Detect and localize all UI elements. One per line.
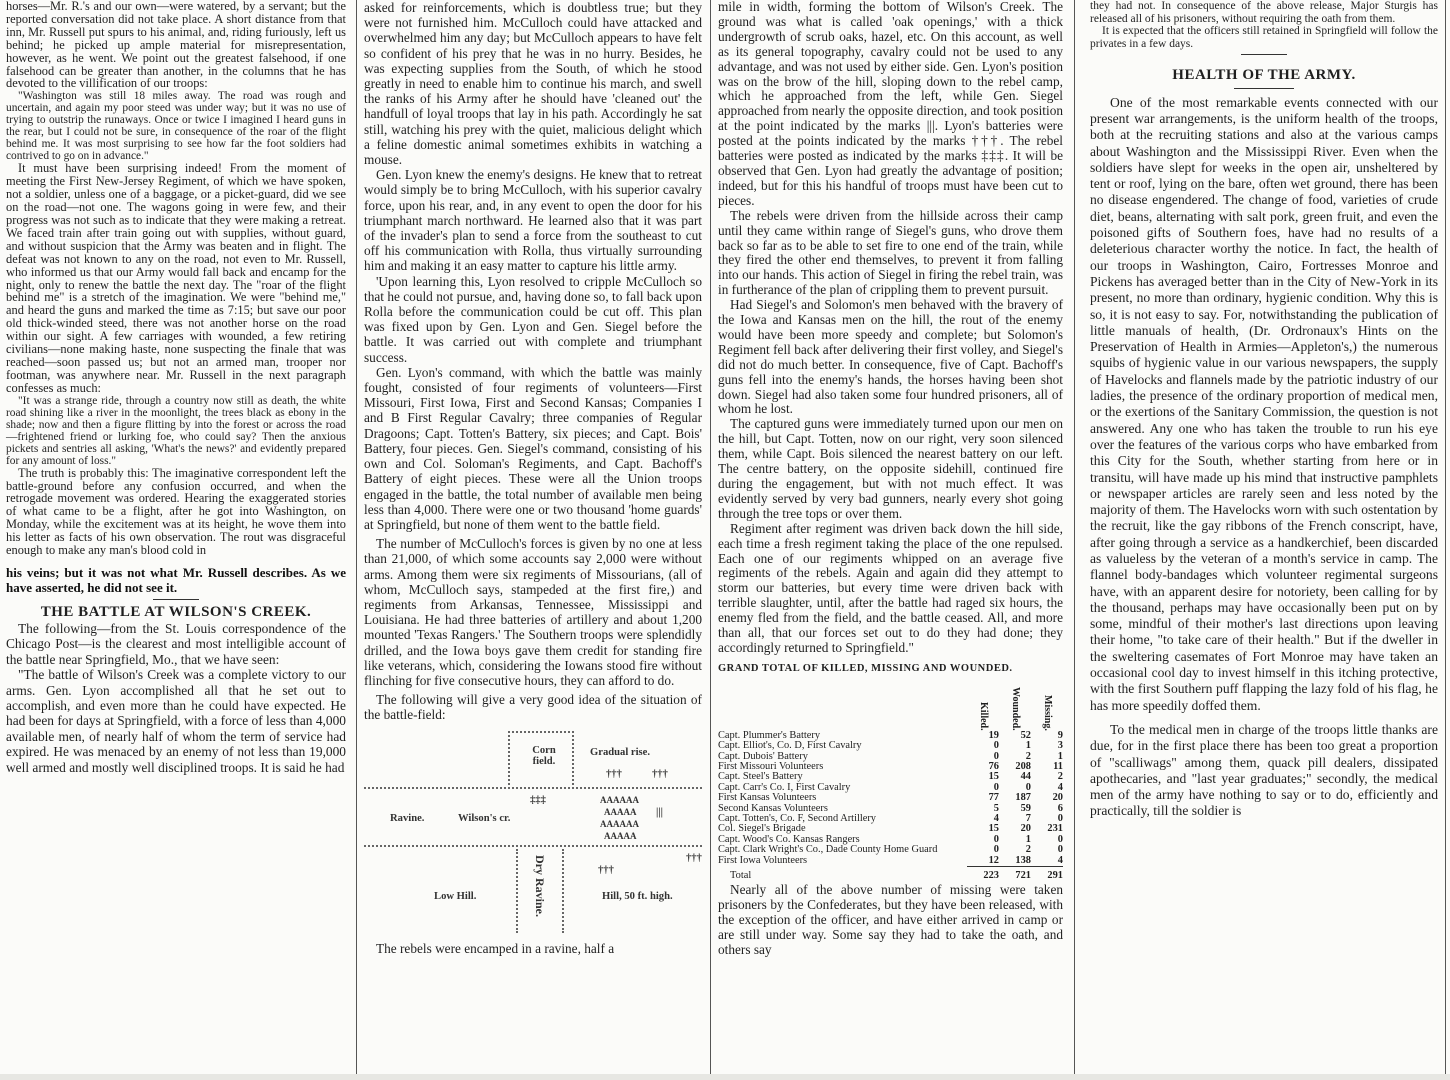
wounded-value: 59 <box>1020 802 1031 814</box>
unit-name: Capt. Wood's Co. Kansas Rangers <box>718 834 860 845</box>
missing-value: 3 <box>1057 740 1063 752</box>
unit-name: Capt. Clark Wright's Co., Dade County Home Guard <box>718 845 938 856</box>
article-paragraph: The following will give a very good idea of the situation of the battle-field: <box>364 692 702 723</box>
battlefield-diagram <box>364 731 702 935</box>
section-divider <box>1234 88 1294 89</box>
unit-name: Second Kansas Volunteers <box>718 803 828 814</box>
killed-value: 0 <box>993 750 999 762</box>
article-paragraph: It is expected that the officers still retained in Springfield will follow the privates in a few days. <box>1090 25 1438 50</box>
table-row <box>718 804 1063 814</box>
missing-value: 0 <box>1057 844 1063 856</box>
diagram-dotted-line <box>516 849 518 933</box>
unit-name: Capt. Plummer's Battery <box>718 730 821 741</box>
article-paragraph: asked for reinforcements, which is doubtless true; but they were not furnished him. McCulloch could have attacked and overwhelmed him any day; but McCulloch appears to have felt so confident of his prey that he was in no hurry. Besides, he was expecting supplies from the South, of which he stood greatly in need to enable him to continue his march, and swell the ranks of his Army after he should have 'cleaned out' the handfull of loyal troops that lay in his path. Accordingly he sat still, watching his prey with the quiet, malicious delight which a feline domestic animal sometimes exhibits in watching a mouse. <box>364 0 702 168</box>
wounded-value: 1 <box>1025 833 1031 845</box>
killed-value: 12 <box>988 854 999 866</box>
article-paragraph: horses—Mr. R.'s and our own—were watered, by a servant; but the reported conversation did not take place. A short distance from that inn, Mr. Russell put spurs to his animal, and, riding furiously, left us behind; he picked up ample material for misrepresentation, however, as he went. We point out the greatest falsehood, if one falsehood can be greater than another, in the columns that he has devoted to the villification of our troops: <box>6 0 346 91</box>
diagram-dotted-line <box>508 731 574 733</box>
diagram-dotted-line <box>562 849 564 933</box>
article-paragraph: It must have been surprising indeed! From the moment of meeting the First New-Jersey Regiment, of which we have spoken, not a soldier, unless one of a baggage, or a picket-guard, did we see on the road—not one. The wagons going in were few, and their progress was not such as to indicate that they were making a retreat. We faced train after train going out with supplies, without guard, and without suspicion that the Army was beaten and in flight. The defeat was not known to any on the road, not even to Mr. Russell, who informed us that our Army would fall back and encamp for the night, only to renew the battle the next day. The "roar of the flight behind me" is a stretch of the imagination. We were "behind me," and heard the guns and marked the time as 7:15; but save our poor old thick-winded steed, there was not another horse on the road within our sight. A few carriages with wounded, a few retiring civilians—none making haste, none suspecting the finale that was reached—soon passed us; but not an armed man, trooper nor footman, was anywhere near. Mr. Russell in the next paragraph confesses as much: <box>6 161 346 395</box>
killed-value: 0 <box>993 844 999 856</box>
column-header-killed: Killed. <box>978 702 990 731</box>
article-paragraph: Regiment after regiment was driven back down the hill side, each time a fresh regiment taking the place of the one repulsed. Each one of our regiments whipped on an average five regiments of the rebels. Again and again did they attempt to storm our batteries, but every time were driven back with terrible slaughter, until, after the battle had raged six hours, the enemy fled from the field, and the battle ceased. All, and more than all, that our forces set out to do they had done; they accordingly returned to Springfield." <box>718 520 1063 655</box>
unit-name: Capt. Dubois' Battery <box>718 751 808 762</box>
diagram-dotted-line <box>364 787 702 789</box>
table-row <box>718 793 1063 803</box>
article-paragraph: The number of McCulloch's forces is given by no one at less than 21,000, of which some accounts say 2,000 were without arms. Among them were six regiments of Missourians, (all of whom, McCulloch says, stampeded at the first fire,) and regiments from Arkansas, Tennessee, Mississippi and Louisiana. He had three batteries of artillery and about 1,200 mounted 'Texas Rangers.' The Southern troops were splendidly drilled, and the Iowa boys gave them credit for standing fire like veterans, which, considering the Iowans stood fire without flinching for five consecutive hours, they can afford to do. <box>364 536 702 688</box>
article-paragraph: The following—from the St. Louis correspondence of the Chicago Post—is the clearest and most intelligible account of the battle near Springfield, Mo., that we have seen: <box>6 620 346 667</box>
table-row <box>718 752 1063 762</box>
table-row <box>718 824 1063 834</box>
wounded-value: 44 <box>1020 771 1031 783</box>
diagram-dotted-line <box>364 845 702 847</box>
column-2 <box>364 0 702 956</box>
killed-value: 0 <box>993 781 999 793</box>
missing-value: 11 <box>1053 761 1063 772</box>
total-wounded: 721 <box>999 867 1031 882</box>
casualty-table <box>718 677 1063 882</box>
table-row <box>718 814 1063 824</box>
article-paragraph: they had not. In consequence of the above release, Major Sturgis has released all of his prisoners, without requiring the oath from them. <box>1090 0 1438 25</box>
wounded-value: 7 <box>1025 813 1031 825</box>
killed-value: 15 <box>988 823 999 835</box>
article-paragraph: 'Upon learning this, Lyon resolved to cripple McCulloch so that he could not pursue, and, having done so, to fall back upon Rolla before the communication could be cut off. This plan was fixed upon by Gen. Lyon and Gen. Siegel before the battle. It was carried out with complete and triumphant success. <box>364 273 702 365</box>
diagram-mark-rebel-battery: ‡‡‡ <box>530 794 546 806</box>
killed-value: 5 <box>993 802 999 814</box>
missing-value: 9 <box>1057 729 1063 741</box>
table-row <box>718 845 1063 855</box>
wounded-value: 208 <box>1015 761 1031 772</box>
article-paragraph: mile in width, forming the bottom of Wilson's Creek. The ground was what is called 'oak openings,' with a thick undergrowth of scrub oaks, hazel, etc. On this account, as well as its general topography, cavalry could not be used to any advantage, and was not used by either side. Gen. Lyon's position was on the brow of the hill, sloping down to the rebel camp, which he approached from the left, while Gen. Siegel approached from nearly the opposite direction, and took position at the point indicated by the marks |||. Lyon's batteries were posted at the points indicated by the marks †††. The rebel batteries were posted as indicated by the marks ‡‡‡. It will be observed that Gen. Lyon had greatly the advantage of position; indeed, but for this his handful of troops must have been cut to pieces. <box>718 0 1063 208</box>
diagram-mark-siegel: ||| <box>656 806 663 818</box>
table-row <box>718 835 1063 845</box>
article-paragraph: To the medical men in charge of the troops little thanks are due, for in the first place there has been too great a proportion of "scalliwags" among them, quack pill dealers, dissipated apothecaries, and "last year graduates;" secondly, the medical men of the army have nothing to say or to do, efficiently and practically, till the soldier is <box>1090 721 1438 819</box>
diagram-label-wilsons-creek: Wilson's cr. <box>458 812 511 824</box>
article-paragraph: Gen. Lyon's command, with which the battle was mainly fought, consisted of four regiments of volunteers—First Missouri, First Iowa, First and Second Kansas; Companies I and B First Regular Cavalry; three companies of Regular Dragoons; Capt. Totten's Battery, six pieces; and Capt. Bois' Battery, four pieces. Gen. Siegel's command, consisting of his own and Col. Soloman's Regiments, and Capt. Bachoff's Battery of eight pieces. These were all the Union troops engaged in the battle, the total number of available men being less than 4,000. There were one or two thousand 'home guards' at Springfield, but none of them went to the battle field. <box>364 364 702 532</box>
total-label: Total <box>730 869 752 881</box>
article-paragraph: The captured guns were immediately turned upon our men on the hill, but Capt. Totten, now on our right, very soon silenced them, while Capt. Bois silenced the nearest battery on our left. The centre battery, on the opposite sidehill, continued fire during the engagement, but with not much effect. It was evidently served by very bad gunners, nearly every shot going through the tree tops or over them. <box>718 416 1063 521</box>
table-row <box>718 772 1063 782</box>
diagram-label-dry-ravine: Dry Ravine. <box>533 854 548 917</box>
column-3 <box>718 0 1063 958</box>
article-paragraph: Gen. Lyon knew the enemy's designs. He knew that to retreat would simply be to bring McCulloch, with his superior cavalry force, upon his rear, and, in any event to open the door for his triumphant march northward. He learned also that it was part of the invader's plan to send a force from the southeast to cut off his communication with Rolla, thus virtually surrounding him and making it an easy matter to capture his little army. <box>364 167 702 274</box>
killed-value: 19 <box>988 729 999 741</box>
unit-name: Capt. Totten's, Co. F, Second Artillery <box>718 814 876 825</box>
diagram-rebel-camp-row: AAAAAA <box>600 818 639 829</box>
column-rule-1 <box>356 0 357 1080</box>
column-rule-3 <box>1074 0 1075 1080</box>
missing-value: 20 <box>1052 792 1063 804</box>
diagram-label-low-hill: Low Hill. <box>434 890 477 902</box>
article-paragraph: The rebels were driven from the hillside across their camp until they came within range of Siegel's guns, who drove them back so far as to be able to set fire to one end of the train, while they fired the other end themselves, to prevent it from falling into our hands. This action of Siegel in firing the rebel train, was in furtherance of the plan of crippling them to prevent pursuit. <box>718 207 1063 298</box>
article-paragraph: "The battle of Wilson's Creek was a complete victory to our arms. Gen. Lyon accomplished all that he set out to accomplish, and even more than he could have expected. He had been for days at Springfield, with a force of less than 4,000 available men, of nearly half of whom the term of service had expired. He was menaced by an enemy of not less than 19,000 well armed and mostly well disciplined troops. It is said he had <box>6 667 346 775</box>
diagram-mark-lyon-battery: ††† <box>652 768 668 780</box>
section-divider <box>153 599 199 600</box>
article-paragraph: his veins; but it was not what Mr. Russell describes. As we have asserted, he did not see it. <box>6 565 346 595</box>
unit-name: Capt. Carr's Co. I, First Cavalry <box>718 782 851 793</box>
table-row <box>718 741 1063 751</box>
table-total-row <box>718 867 1063 882</box>
killed-value: 4 <box>993 813 999 825</box>
section-divider <box>1241 54 1287 55</box>
missing-value: 0 <box>1057 813 1063 825</box>
table-row <box>718 856 1063 867</box>
table-row <box>718 731 1063 741</box>
column-1 <box>6 0 346 775</box>
missing-value: 4 <box>1057 781 1063 793</box>
diagram-rebel-camp-row: AAAAA <box>604 806 637 817</box>
diagram-rebel-camp-row: AAAAAA <box>600 794 639 805</box>
diagram-label-ravine: Ravine. <box>390 812 425 824</box>
wounded-value: 187 <box>1015 792 1031 804</box>
killed-value: 15 <box>988 771 999 783</box>
article-paragraph: One of the most remarkable events connected with our present war arrangements, is the uniform health of the troops, both at the recruiting stations and also at the various camps about Washington and the Mississippi River. Even when the soldiers have slept for weeks in the open air, unsheltered by tent or roof, lying on the bare, often wet ground, there has been no disease engendered. The change of food, varieties of crude diet, beans, alternating with salt pork, green fruit, and even the poisoned gifts of Southern foes, have had no results of a deleterious character worthy the notice. In fact, the health of our troops in Washington, Cairo, Fortresses Monroe and Pickens has averaged better than in the City of New-York in its present, no more than ordinary, hygienic condition. Why this is so, it is not easy to say. For, notwithstanding the publication of little manuals of health, (Dr. Ordronaux's Hints on the Preservation of Health in Armies—Appleton's,) the numerous squibs of hygienic value in our various newspapers, the supply of Havelocks and flannels made by the patriotic industry of our ladies, the presence of the ordinary proportion of medical men, or the exertions of the Sanitary Commission, the question is not answered. Any one who has taken the trouble to run his eye over the features of the various corps who have embarked from this City for the South, whether starting from here or in transitu, will have made up his mind that instructive pamphlets or newspaper articles are rarely seen and less noted by the majority of them. The Havelocks worn with such ostentation by the recruit, like the gay ribbons of the French conscript, have, after going through a service as a handkerchief, been discarded as valueless by the veteran of a month's service in camp. The flannel body-bandages which volunteer regimental surgeons have, with an apparent desire for notoriety, been calling for by the thousand, perhaps may have occasionally been put on by some, mindful of their mother's last directions upon leaving their home, "to take care of their health." But if the dweller in the sweltering casemates of Fort Monroe may have taken an occasional cool day to invest himself in this itching protective, with the first Southern puff flapping the lazy fold of his flag, he has more speedily doffed them. <box>1090 94 1438 713</box>
table-row <box>718 783 1063 793</box>
missing-value: 231 <box>1047 823 1063 835</box>
diagram-label-gradual-rise: Gradual rise. <box>590 746 651 758</box>
casualty-table-header <box>718 677 1063 731</box>
missing-value: 0 <box>1057 833 1063 845</box>
article-paragraph: The truth is probably this: The imaginative correspondent left the battle-ground before any confusion occurred, and when the retrogade movement was ordered. Hearing the exaggerated stories of what came to be a flight, after he got into Washington, on Monday, while the excitement was at its height, he wove them into his letter as facts of his own observation. The rout was disgraceful enough to make any man's blood cold in <box>6 465 346 558</box>
page-bottom-edge <box>0 1074 1450 1080</box>
quote-paragraph: "Washington was still 18 miles away. The road was rough and uncertain, and again my poor steed was under way; but it was no use of trying to outstrip the runaways. Once or twice I imagined I heard guns in the rear, but I could not be sure, in consequence of the roar of the flight behind me. It was most surprising to see how far the foot soldiers had contrived to go on in advance." <box>6 90 346 163</box>
diagram-mark-lyon-battery: ††† <box>606 768 622 780</box>
article-paragraph: The rebels were encamped in a ravine, half a <box>376 940 615 956</box>
diagram-dotted-line <box>572 731 574 785</box>
wounded-value: 1 <box>1025 740 1031 752</box>
quote-paragraph: "It was a strange ride, through a country now still as death, the white road shining like a river in the moonlight, the trees black as ebony in the shade; now and then a figure flitting by into the forest or across the road—frightened friend or lurking foe, who could say? Then the anxious pickets and sentries all asking, 'What's the news?' and evidently prepared for any amount of loss." <box>6 394 346 467</box>
wounded-value: 0 <box>1025 781 1031 793</box>
diagram-mark-lyon-battery: ††† <box>598 864 614 876</box>
total-missing: 291 <box>1031 867 1063 882</box>
diagram-rebel-camp-row: AAAAA <box>604 830 637 841</box>
column-header-wounded: Wounded. <box>1010 687 1022 731</box>
killed-value: 0 <box>993 833 999 845</box>
unit-name: Capt. Steel's Battery <box>718 772 803 783</box>
unit-name: First Missouri Volunteers <box>718 762 824 772</box>
missing-value: 6 <box>1057 802 1063 814</box>
column-rule-4 <box>1445 0 1446 1080</box>
article-paragraph: Had Siegel's and Solomon's men behaved with the bravery of the Iowa and Kansas men on the hill, the rout of the enemy would have been more speedy and complete; but Solomon's Regiment fell back after delivering their first volley, and Siegel's did not do much better. In consequence, five of Capt. Bachoff's guns fell into the enemy's hands, the horses having been shot down. Siegel had also taken some four hundred prisoners, all of whom he lost. <box>718 297 1063 417</box>
killed-value: 0 <box>993 740 999 752</box>
column-4 <box>1090 0 1438 820</box>
diagram-label-hill-50ft: Hill, 50 ft. high. <box>602 890 673 902</box>
diagram-dotted-line <box>508 731 510 785</box>
killed-value: 77 <box>988 792 999 804</box>
unit-name: First Kansas Volunteers <box>718 793 817 804</box>
headline-wilsons-creek: THE BATTLE AT WILSON'S CREEK. <box>40 604 312 620</box>
missing-value: 1 <box>1057 750 1063 762</box>
casualty-table-title: GRAND TOTAL OF KILLED, MISSING AND WOUNDED. <box>718 662 1013 674</box>
diagram-mark-lyon-battery: ††† <box>686 852 702 864</box>
missing-value: 2 <box>1057 771 1063 783</box>
column-rule-2 <box>710 0 711 1080</box>
wounded-value: 138 <box>1015 854 1031 866</box>
table-row <box>718 762 1063 772</box>
unit-name: Col. Siegel's Brigade <box>718 824 806 835</box>
column-header-missing: Missing. <box>1042 694 1054 731</box>
diagram-label-corn-field: Corn field. <box>532 744 556 767</box>
missing-value: 4 <box>1057 854 1063 866</box>
unit-name: First Iowa Volunteers <box>718 855 808 866</box>
total-killed: 223 <box>967 867 999 882</box>
wounded-value: 2 <box>1025 750 1031 762</box>
headline-health-of-the-army: HEALTH OF THE ARMY. <box>1172 67 1356 84</box>
article-paragraph: Nearly all of the above number of missing were taken prisoners by the Confederates, but they have been released, with the exception of the officer, and have either arrived in camp or are still under way. Some say they had to take the oath, and others say <box>718 882 1063 958</box>
wounded-value: 2 <box>1025 844 1031 856</box>
wounded-value: 20 <box>1020 823 1031 835</box>
unit-name: Capt. Elliot's, Co. D, First Cavalry <box>718 741 862 752</box>
killed-value: 76 <box>988 761 999 772</box>
wounded-value: 52 <box>1020 729 1031 741</box>
